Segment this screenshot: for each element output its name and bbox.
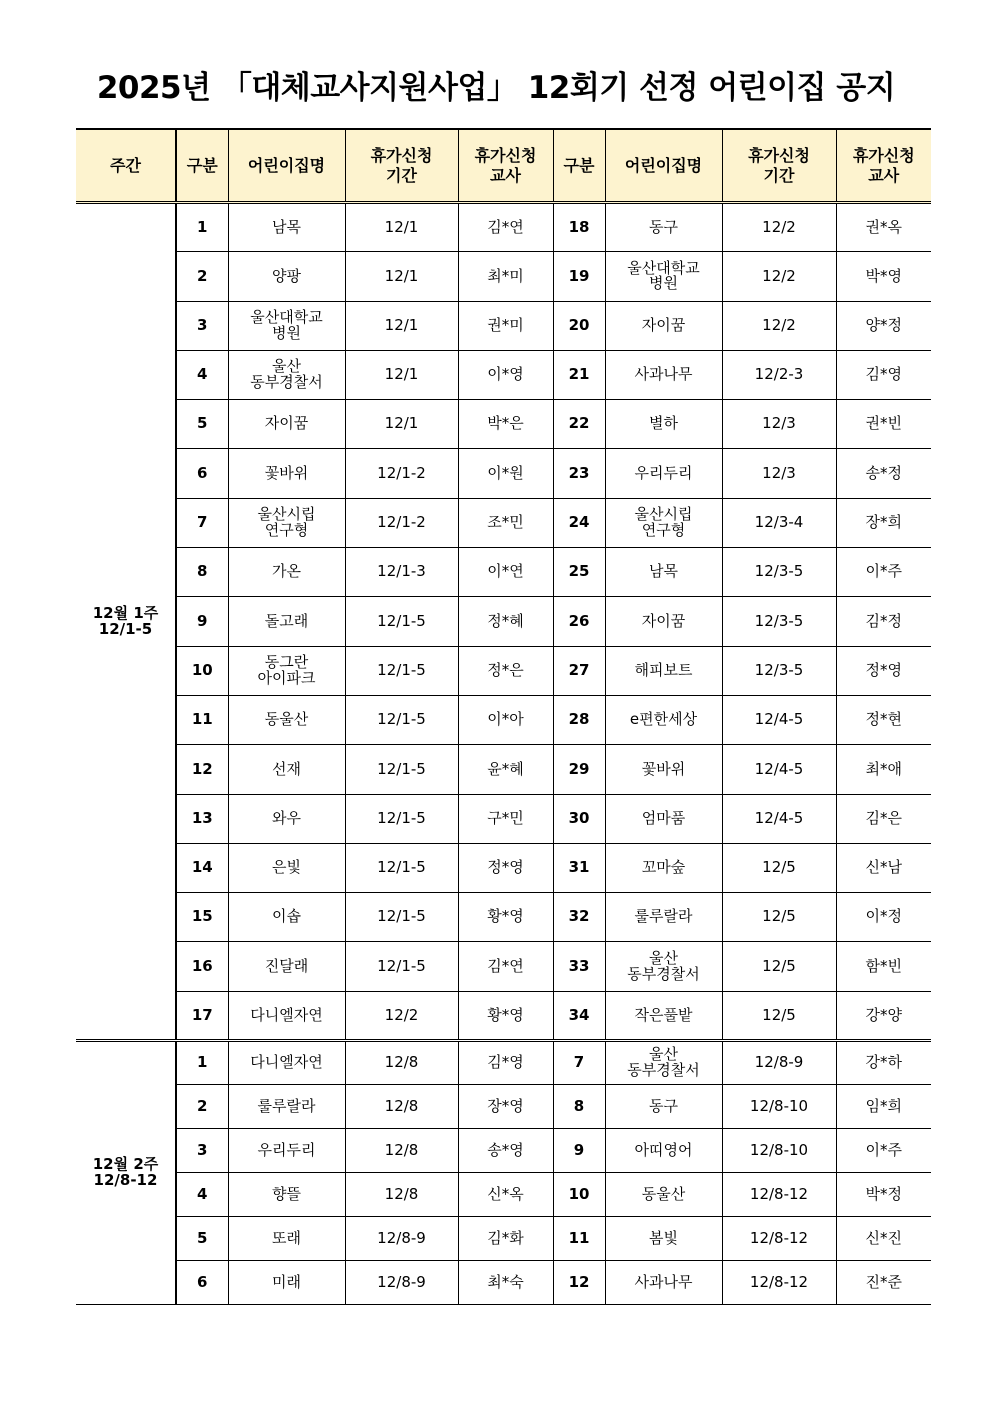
daycare-name (228, 252, 345, 301)
leave-period: 12/4-5 (722, 695, 836, 744)
leave-teacher: 권*미 (458, 301, 553, 350)
daycare-name (228, 893, 345, 942)
daycare-name-line1: 룰루랄라 (634, 907, 693, 926)
leave-teacher: 이*정 (836, 893, 931, 942)
leave-period: 12/5 (722, 893, 836, 942)
page-title: 2025년 「대체교사지원사업」 12회기 선정 어린이집 공지 (96, 70, 896, 106)
daycare-name-line1: 울산시립 (634, 505, 693, 524)
daycare-name-line2: 연구형 (641, 520, 686, 539)
row-number: 9 (176, 597, 228, 646)
leave-teacher: 윤*혜 (458, 745, 553, 794)
leave-teacher: 송*영 (458, 1129, 553, 1173)
table-row (76, 400, 931, 449)
header-teacher (458, 129, 553, 203)
daycare-name-line1: 자이꿈 (641, 315, 686, 334)
leave-period: 12/4-5 (722, 794, 836, 843)
table-row (76, 794, 931, 843)
daycare-name-line1: 아띠영어 (634, 1140, 693, 1159)
daycare-name-line1: 남목 (272, 217, 301, 236)
row-number: 7 (176, 498, 228, 547)
leave-period: 12/3-5 (722, 548, 836, 597)
leave-teacher: 권*옥 (836, 203, 931, 252)
leave-period: 12/8 (345, 1173, 458, 1217)
leave-teacher: 진*준 (836, 1261, 931, 1305)
daycare-name (228, 1173, 345, 1217)
row-number: 34 (553, 991, 605, 1040)
table-row (76, 695, 931, 744)
leave-period: 12/1-5 (345, 646, 458, 695)
daycare-name-line1: 우리두리 (634, 463, 693, 482)
leave-period: 12/1-5 (345, 942, 458, 991)
daycare-name-line1: 동구 (649, 217, 678, 236)
header-no: 구분 (176, 129, 228, 203)
daycare-name (605, 1261, 722, 1305)
daycare-name (228, 548, 345, 597)
daycare-name (605, 745, 722, 794)
leave-period: 12/1-5 (345, 893, 458, 942)
leave-teacher: 임*희 (836, 1085, 931, 1129)
header-week: 주간 (76, 129, 176, 203)
daycare-name (605, 942, 722, 991)
leave-period: 12/1-5 (345, 794, 458, 843)
daycare-name-line1: 가온 (272, 562, 301, 581)
daycare-name-line1: 다니엘자연 (250, 1053, 323, 1072)
leave-period: 12/5 (722, 942, 836, 991)
row-number: 9 (553, 1129, 605, 1173)
leave-teacher: 박*은 (458, 400, 553, 449)
daycare-name (228, 646, 345, 695)
daycare-name (228, 745, 345, 794)
leave-teacher: 김*화 (458, 1217, 553, 1261)
leave-period: 12/1 (345, 203, 458, 252)
selection-table (76, 128, 931, 1305)
daycare-name-line1: 진달래 (264, 956, 309, 975)
row-number: 23 (553, 449, 605, 498)
leave-teacher: 김*연 (458, 203, 553, 252)
header-period-line1: 휴가신청 (370, 146, 433, 166)
daycare-name (228, 498, 345, 547)
leave-period: 12/8-9 (722, 1041, 836, 1085)
leave-period: 12/3-5 (722, 597, 836, 646)
daycare-name (605, 498, 722, 547)
leave-teacher: 신*진 (836, 1217, 931, 1261)
daycare-name-line1: 돌고래 (264, 611, 309, 630)
daycare-name-line1: e편한세상 (629, 710, 698, 729)
daycare-name (228, 1041, 345, 1085)
row-number: 8 (553, 1085, 605, 1129)
leave-teacher: 박*영 (836, 252, 931, 301)
leave-period: 12/1-5 (345, 695, 458, 744)
header-period-right (722, 129, 836, 203)
leave-teacher: 이*연 (458, 548, 553, 597)
leave-teacher: 정*현 (836, 695, 931, 744)
daycare-name-line1: 해피보트 (634, 660, 693, 679)
daycare-name (605, 1085, 722, 1129)
daycare-name (228, 400, 345, 449)
row-number: 30 (553, 794, 605, 843)
row-number: 25 (553, 548, 605, 597)
daycare-name-line1: 동울산 (641, 1184, 686, 1203)
daycare-name (605, 794, 722, 843)
daycare-name-line1: 봄빛 (649, 1228, 678, 1247)
daycare-name-line1: 울산대학교 (250, 307, 323, 326)
daycare-name (605, 893, 722, 942)
leave-teacher: 이*주 (836, 548, 931, 597)
week-label-line2: 12/1-5 (98, 619, 153, 638)
daycare-name-line1: 자이꿈 (641, 611, 686, 630)
row-number: 18 (553, 203, 605, 252)
daycare-name-line1: 다니엘자연 (250, 1005, 323, 1024)
daycare-name (605, 1129, 722, 1173)
table-row (76, 942, 931, 991)
daycare-name-line1: 울산 (649, 948, 678, 967)
row-number: 1 (176, 1041, 228, 1085)
header-teacher-line1: 휴가신청 (474, 146, 537, 166)
leave-period: 12/4-5 (722, 745, 836, 794)
leave-period: 12/8-9 (345, 1217, 458, 1261)
daycare-name (605, 252, 722, 301)
leave-period: 12/2 (345, 991, 458, 1040)
leave-teacher: 김*정 (836, 597, 931, 646)
header-no-right: 구분 (553, 129, 605, 203)
daycare-name (605, 548, 722, 597)
table-row (76, 1085, 931, 1129)
daycare-name (605, 1041, 722, 1085)
row-number: 11 (176, 695, 228, 744)
table-row (76, 1173, 931, 1217)
leave-teacher: 함*빈 (836, 942, 931, 991)
leave-period: 12/8 (345, 1129, 458, 1173)
daycare-name (605, 1217, 722, 1261)
header-period (345, 129, 458, 203)
row-number: 26 (553, 597, 605, 646)
daycare-name (605, 597, 722, 646)
leave-teacher: 이*주 (836, 1129, 931, 1173)
leave-period: 12/1 (345, 350, 458, 399)
leave-period: 12/8-12 (722, 1173, 836, 1217)
table-row (76, 498, 931, 547)
table-row (76, 548, 931, 597)
daycare-name (605, 695, 722, 744)
row-number: 16 (176, 942, 228, 991)
daycare-name (228, 301, 345, 350)
table-row (76, 1217, 931, 1261)
leave-period: 12/2 (722, 203, 836, 252)
daycare-name (228, 1217, 345, 1261)
table-row (76, 1261, 931, 1305)
row-number: 12 (553, 1261, 605, 1305)
daycare-name-line2: 연구형 (264, 520, 309, 539)
row-number: 5 (176, 400, 228, 449)
header-teacher-line2: 교사 (490, 165, 521, 185)
row-number: 29 (553, 745, 605, 794)
daycare-name-line1: 동울산 (264, 710, 309, 729)
daycare-name-line1: 룰루랄라 (257, 1096, 316, 1115)
header-teacher-right-line2: 교사 (868, 165, 900, 185)
daycare-name (605, 400, 722, 449)
daycare-name (228, 794, 345, 843)
daycare-name-line1: 사과나무 (634, 365, 693, 384)
header-name-right: 어린이집명 (605, 129, 722, 203)
leave-teacher: 강*하 (836, 1041, 931, 1085)
daycare-name (228, 991, 345, 1040)
leave-teacher: 박*정 (836, 1173, 931, 1217)
daycare-name-line1: 울산 (272, 357, 301, 376)
daycare-name (228, 695, 345, 744)
leave-teacher: 신*옥 (458, 1173, 553, 1217)
leave-period: 12/1-5 (345, 597, 458, 646)
daycare-name (228, 203, 345, 252)
row-number: 5 (176, 1217, 228, 1261)
week-label (76, 1041, 176, 1305)
leave-teacher: 정*영 (458, 843, 553, 892)
daycare-name-line1: 꼬마숲 (641, 858, 686, 877)
daycare-name-line1: 엄마품 (641, 808, 686, 827)
table-row (76, 350, 931, 399)
leave-period: 12/2-3 (722, 350, 836, 399)
leave-period: 12/3-5 (722, 646, 836, 695)
daycare-name-line1: 선재 (272, 759, 301, 778)
row-number: 4 (176, 350, 228, 399)
daycare-name (228, 597, 345, 646)
leave-period: 12/3 (722, 400, 836, 449)
daycare-name-line1: 작은풀밭 (634, 1005, 693, 1024)
row-number: 24 (553, 498, 605, 547)
table-row (76, 646, 931, 695)
daycare-name-line1: 와우 (272, 808, 301, 827)
leave-teacher: 최*미 (458, 252, 553, 301)
daycare-name-line1: 양팡 (272, 266, 301, 285)
daycare-name (605, 203, 722, 252)
leave-period: 12/8-12 (722, 1217, 836, 1261)
leave-teacher: 정*영 (836, 646, 931, 695)
leave-period: 12/8-12 (722, 1261, 836, 1305)
leave-period: 12/8-9 (345, 1261, 458, 1305)
leave-period: 12/1-3 (345, 548, 458, 597)
leave-period: 12/1-5 (345, 745, 458, 794)
week1-body (76, 203, 931, 1041)
daycare-name-line2: 동부경찰서 (250, 373, 323, 392)
row-number: 17 (176, 991, 228, 1040)
header-row (76, 129, 931, 203)
daycare-name (228, 843, 345, 892)
header-period-line2: 기간 (386, 165, 417, 185)
table-row (76, 252, 931, 301)
daycare-name (605, 301, 722, 350)
row-number: 2 (176, 1085, 228, 1129)
header-period-right-line1: 휴가신청 (748, 146, 810, 166)
row-number: 12 (176, 745, 228, 794)
row-number: 32 (553, 893, 605, 942)
week-label (76, 203, 176, 1041)
leave-teacher: 장*영 (458, 1085, 553, 1129)
daycare-name (605, 449, 722, 498)
leave-period: 12/8 (345, 1041, 458, 1085)
daycare-name-line2: 병원 (649, 274, 678, 293)
daycare-name (228, 1261, 345, 1305)
daycare-name-line1: 동그란 (264, 653, 309, 672)
header-period-right-line2: 기간 (763, 165, 795, 185)
header-teacher-right-line1: 휴가신청 (852, 146, 915, 166)
row-number: 33 (553, 942, 605, 991)
daycare-name-line2: 아이파크 (257, 668, 316, 687)
row-number: 10 (176, 646, 228, 695)
row-number: 15 (176, 893, 228, 942)
row-number: 19 (553, 252, 605, 301)
daycare-name-line1: 또래 (272, 1228, 301, 1247)
daycare-name-line1: 은빛 (272, 858, 301, 877)
daycare-name-line1: 울산시립 (257, 505, 316, 524)
leave-period: 12/8-10 (722, 1129, 836, 1173)
row-number: 1 (176, 203, 228, 252)
daycare-name-line2: 동부경찰서 (627, 1061, 700, 1080)
row-number: 8 (176, 548, 228, 597)
daycare-name (605, 1173, 722, 1217)
leave-period: 12/1 (345, 301, 458, 350)
daycare-name (228, 350, 345, 399)
leave-teacher: 이*아 (458, 695, 553, 744)
table-row (76, 597, 931, 646)
row-number: 3 (176, 301, 228, 350)
header-name: 어린이집명 (228, 129, 345, 203)
leave-teacher: 강*양 (836, 991, 931, 1040)
leave-teacher: 최*애 (836, 745, 931, 794)
table-row (76, 301, 931, 350)
table-row (76, 1129, 931, 1173)
leave-teacher: 정*혜 (458, 597, 553, 646)
leave-teacher: 조*민 (458, 498, 553, 547)
leave-teacher: 신*남 (836, 843, 931, 892)
table-row (76, 449, 931, 498)
leave-period: 12/8 (345, 1085, 458, 1129)
leave-period: 12/5 (722, 991, 836, 1040)
daycare-name-line1: 별하 (649, 414, 678, 433)
leave-teacher: 김*연 (458, 942, 553, 991)
row-number: 21 (553, 350, 605, 399)
row-number: 7 (553, 1041, 605, 1085)
daycare-name (605, 991, 722, 1040)
leave-teacher: 구*민 (458, 794, 553, 843)
week2-body (76, 1041, 931, 1305)
daycare-name-line1: 꽃바위 (641, 759, 686, 778)
leave-period: 12/1-2 (345, 449, 458, 498)
leave-period: 12/3 (722, 449, 836, 498)
row-number: 10 (553, 1173, 605, 1217)
header-teacher-right (836, 129, 931, 203)
leave-teacher: 이*영 (458, 350, 553, 399)
table-row (76, 745, 931, 794)
leave-teacher: 김*영 (836, 350, 931, 399)
daycare-name-line1: 사과나무 (634, 1272, 693, 1291)
leave-teacher: 정*은 (458, 646, 553, 695)
daycare-name (228, 449, 345, 498)
daycare-name-line1: 울산대학교 (627, 258, 700, 277)
daycare-name-line1: 미래 (272, 1272, 301, 1291)
week-label-line2: 12/8-12 (93, 1171, 158, 1190)
daycare-name-line1: 남목 (649, 562, 678, 581)
table-row (76, 843, 931, 892)
daycare-name (228, 942, 345, 991)
leave-teacher: 황*영 (458, 991, 553, 1040)
leave-teacher: 황*영 (458, 893, 553, 942)
daycare-name-line1: 향뜰 (272, 1184, 301, 1203)
leave-period: 12/1-5 (345, 843, 458, 892)
row-number: 11 (553, 1217, 605, 1261)
row-number: 20 (553, 301, 605, 350)
leave-period: 12/1 (345, 252, 458, 301)
leave-period: 12/2 (722, 252, 836, 301)
row-number: 3 (176, 1129, 228, 1173)
row-number: 6 (176, 449, 228, 498)
row-number: 22 (553, 400, 605, 449)
week-label-line1: 12월 2주 (92, 1155, 159, 1174)
table-row (76, 1041, 931, 1085)
row-number: 4 (176, 1173, 228, 1217)
table-row (76, 893, 931, 942)
row-number: 6 (176, 1261, 228, 1305)
daycare-name (605, 646, 722, 695)
daycare-name-line1: 자이꿈 (264, 414, 309, 433)
daycare-name-line1: 울산 (649, 1045, 678, 1064)
leave-period: 12/1 (345, 400, 458, 449)
week-label-line1: 12월 1주 (92, 603, 159, 622)
daycare-name (605, 350, 722, 399)
leave-period: 12/2 (722, 301, 836, 350)
daycare-name-line1: 꽃바위 (264, 463, 309, 482)
daycare-name (605, 843, 722, 892)
row-number: 27 (553, 646, 605, 695)
leave-teacher: 김*영 (458, 1041, 553, 1085)
row-number: 13 (176, 794, 228, 843)
daycare-name (228, 1129, 345, 1173)
row-number: 14 (176, 843, 228, 892)
leave-teacher: 장*희 (836, 498, 931, 547)
leave-teacher: 이*원 (458, 449, 553, 498)
daycare-name-line1: 우리두리 (257, 1140, 316, 1159)
leave-period: 12/3-4 (722, 498, 836, 547)
daycare-name-line2: 동부경찰서 (627, 964, 700, 983)
daycare-name-line1: 이솝 (272, 907, 301, 926)
leave-period: 12/1-2 (345, 498, 458, 547)
daycare-name-line2: 병원 (272, 323, 301, 342)
table-row (76, 203, 931, 252)
leave-teacher: 송*정 (836, 449, 931, 498)
daycare-name (228, 1085, 345, 1129)
leave-period: 12/8-10 (722, 1085, 836, 1129)
row-number: 28 (553, 695, 605, 744)
leave-teacher: 최*숙 (458, 1261, 553, 1305)
leave-teacher: 김*은 (836, 794, 931, 843)
table-row (76, 991, 931, 1040)
leave-teacher: 권*빈 (836, 400, 931, 449)
leave-teacher: 양*정 (836, 301, 931, 350)
row-number: 2 (176, 252, 228, 301)
row-number: 31 (553, 843, 605, 892)
daycare-name-line1: 동구 (649, 1096, 678, 1115)
leave-period: 12/5 (722, 843, 836, 892)
